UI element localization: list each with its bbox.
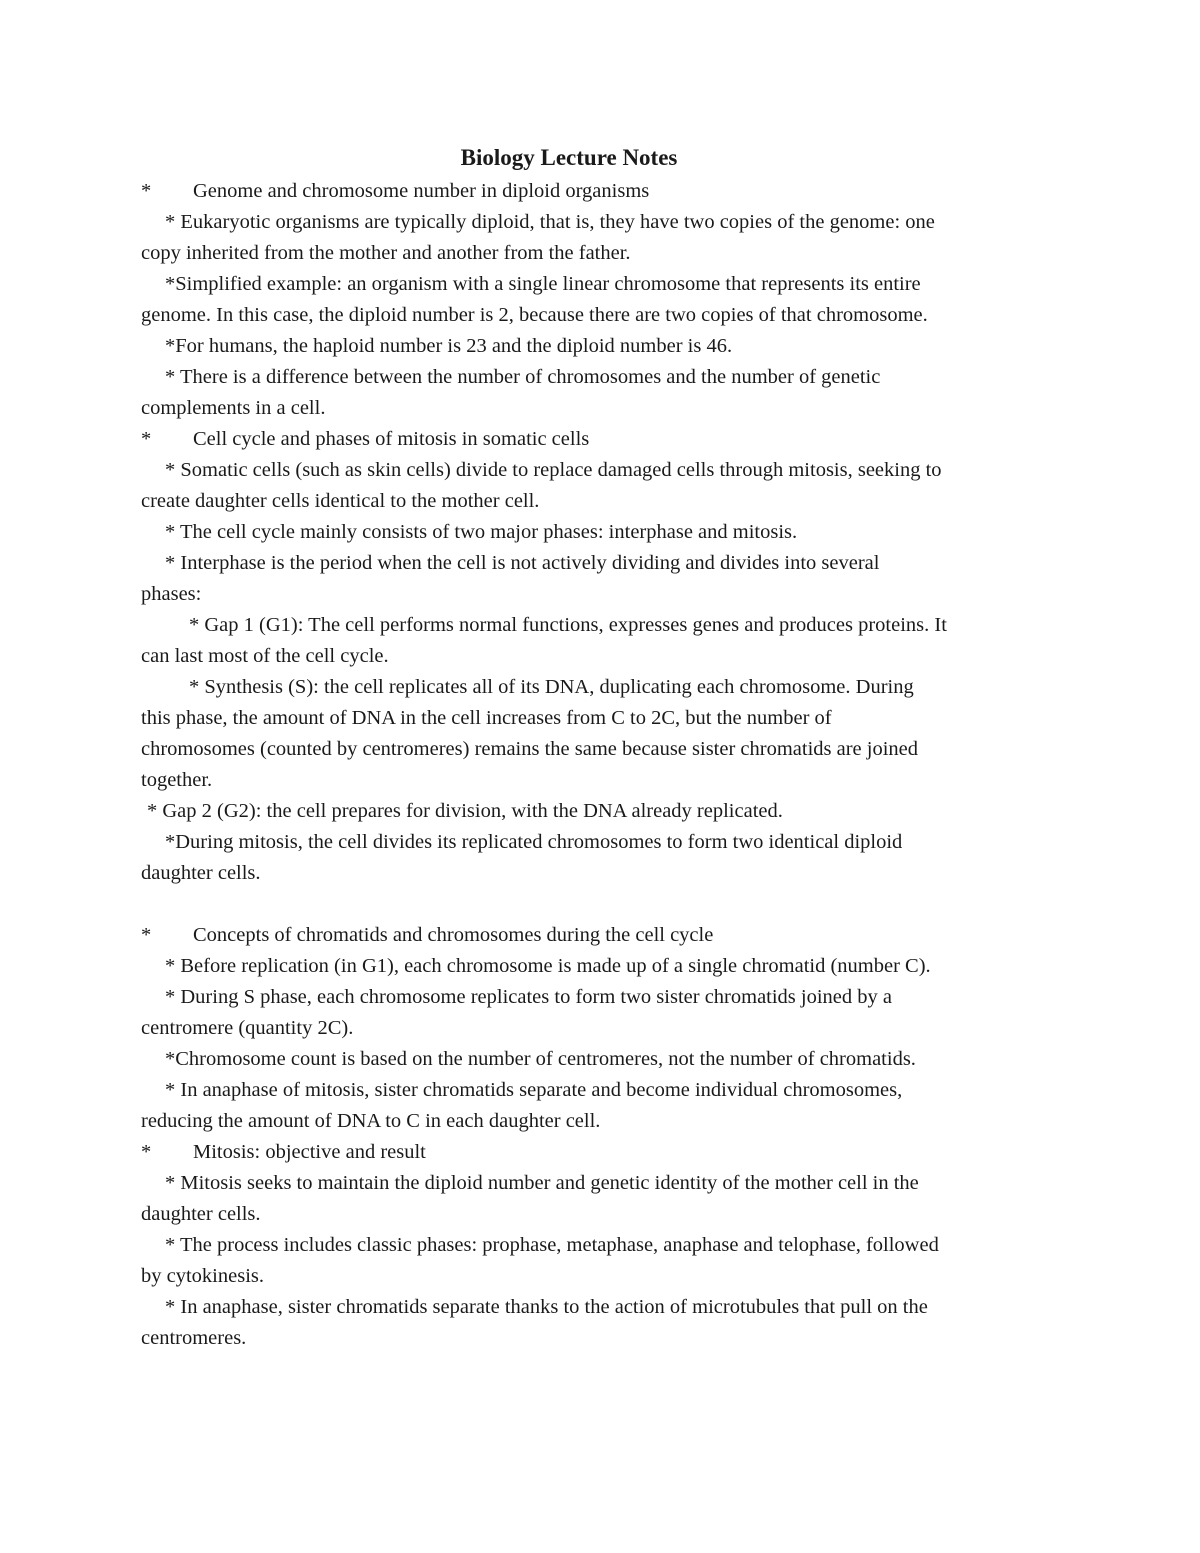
section-heading-text: Genome and chromosome number in diploid organisms [193, 180, 650, 202]
bullet-star: * [141, 428, 152, 450]
text-line: * There is a difference between the number of chromosomes and the number of genetic [165, 366, 881, 388]
text-line: *Chromosome count is based on the number of centromeres, not the number of chromatids. [165, 1048, 916, 1070]
blank-line [141, 889, 1071, 920]
bullet-star: * [141, 1141, 152, 1163]
bullet-star: * [141, 924, 152, 946]
text-line: * Interphase is the period when the cell is not actively dividing and divides into several [165, 552, 880, 574]
section-heading-text: Mitosis: objective and result [193, 1141, 426, 1163]
text-line: * In anaphase, sister chromatids separate thanks to the action of microtubules that pull on the [165, 1296, 928, 1318]
text-line: * The process includes classic phases: prophase, metaphase, anaphase and telophase, followed [165, 1234, 939, 1256]
text-line: * During S phase, each chromosome replicates to form two sister chromatids joined by a [165, 986, 892, 1008]
text-line: complements in a cell. [141, 397, 326, 419]
text-line: reducing the amount of DNA to C in each daughter cell. [141, 1110, 601, 1132]
text-line: * Gap 1 (G1): The cell performs normal functions, expresses genes and produces proteins. It [189, 614, 947, 636]
section-heading-text: Concepts of chromatids and chromosomes during the cell cycle [193, 924, 714, 946]
text-line: create daughter cells identical to the mother cell. [141, 490, 540, 512]
text-line: can last most of the cell cycle. [141, 645, 389, 667]
text-line: * Eukaryotic organisms are typically diploid, that is, they have two copies of the genome: one [165, 211, 935, 233]
text-line: * Before replication (in G1), each chromosome is made up of a single chromatid (number C). [165, 955, 931, 977]
text-line: copy inherited from the mother and another from the father. [141, 242, 631, 264]
text-line: phases: [141, 583, 202, 605]
section-heading-genome [141, 176, 1071, 207]
text-line: by cytokinesis. [141, 1265, 264, 1287]
text-line: chromosomes (counted by centromeres) remains the same because sister chromatids are joined [141, 738, 919, 760]
text-line: * In anaphase of mitosis, sister chromatids separate and become individual chromosomes, [165, 1079, 903, 1101]
text-line: * Mitosis seeks to maintain the diploid number and genetic identity of the mother cell in the [165, 1172, 919, 1194]
document-title: Biology Lecture Notes [460, 145, 678, 170]
text-line: this phase, the amount of DNA in the cell increases from C to 2C, but the number of [141, 707, 832, 729]
text-line: * Somatic cells (such as skin cells) divide to replace damaged cells through mitosis, seeking to [165, 459, 942, 481]
section-heading-chromatids [141, 920, 1071, 951]
text-line: together. [141, 769, 213, 791]
section-heading-text: Cell cycle and phases of mitosis in somatic cells [193, 428, 590, 450]
document-body [141, 176, 1071, 1354]
text-line: daughter cells. [141, 1203, 261, 1225]
text-line: * Gap 2 (G2): the cell prepares for division, with the DNA already replicated. [147, 800, 783, 822]
bullet-star: * [141, 180, 152, 202]
text-line: *For humans, the haploid number is 23 and the diploid number is 46. [165, 335, 733, 357]
text-line: *Simplified example: an organism with a single linear chromosome that represents its entire [165, 273, 921, 295]
section-heading-mitosis [141, 1137, 1071, 1168]
section-heading-cell-cycle [141, 424, 1071, 455]
text-line: genome. In this case, the diploid number is 2, because there are two copies of that chromosome. [141, 304, 928, 326]
text-line: daughter cells. [141, 862, 261, 884]
text-line: *During mitosis, the cell divides its replicated chromosomes to form two identical diploid [165, 831, 903, 853]
text-line: centromeres. [141, 1327, 247, 1349]
text-line: * Synthesis (S): the cell replicates all of its DNA, duplicating each chromosome. During [189, 676, 914, 698]
text-line: centromere (quantity 2C). [141, 1017, 354, 1039]
text-line: * The cell cycle mainly consists of two major phases: interphase and mitosis. [165, 521, 798, 543]
